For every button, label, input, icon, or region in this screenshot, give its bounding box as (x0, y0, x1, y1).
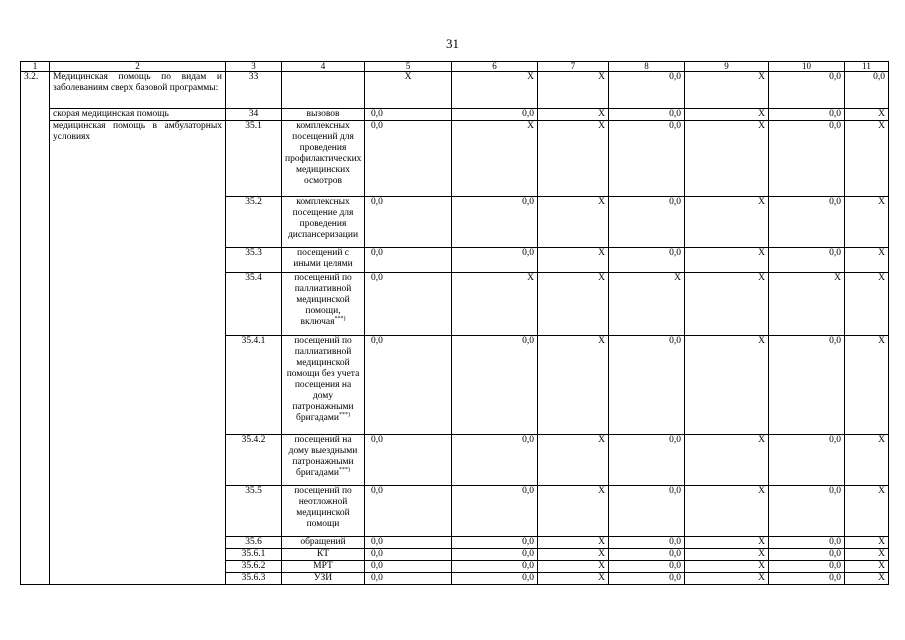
value-cell: X (845, 197, 889, 248)
value-cell: 0,0 (769, 109, 845, 121)
value-cell: X (685, 537, 769, 549)
value-cell: X (685, 486, 769, 537)
value-cell: 0,0 (452, 486, 538, 537)
value-cell: X (845, 537, 889, 549)
row-unit: посещений по паллиативной медицинской помощи без учета посещения на дому патронажными бригадами***) (282, 336, 365, 435)
value-cell: 0,0 (452, 549, 538, 561)
value-cell: 0,0 (365, 486, 452, 537)
row-unit: комплексных посещение для проведения диспансеризации (282, 197, 365, 248)
value-cell: X (685, 561, 769, 573)
value-cell: X (685, 435, 769, 486)
value-cell: 0,0 (365, 109, 452, 121)
header-cell: 6 (452, 62, 538, 72)
table-row (21, 72, 889, 109)
value-cell: 0,0 (769, 573, 845, 585)
value-cell: 0,0 (365, 537, 452, 549)
row-code: 35.4.2 (226, 435, 282, 486)
value-cell: 0,0 (769, 72, 845, 109)
value-cell: X (538, 197, 609, 248)
header-cell: 3 (226, 62, 282, 72)
footnote-mark: ***) (338, 412, 350, 418)
value-cell: X (685, 197, 769, 248)
value-cell: 0,0 (769, 435, 845, 486)
value-cell: 0,0 (609, 537, 685, 549)
value-cell: X (538, 435, 609, 486)
value-cell: X (538, 248, 609, 273)
value-cell: X (769, 273, 845, 336)
value-cell: X (538, 561, 609, 573)
header-cell: 8 (609, 62, 685, 72)
value-cell: X (845, 109, 889, 121)
page-number: 31 (446, 36, 459, 51)
value-cell: 0,0 (365, 549, 452, 561)
value-cell: X (845, 435, 889, 486)
row-unit (282, 72, 365, 109)
value-cell: X (685, 573, 769, 585)
value-cell: 0,0 (769, 248, 845, 273)
value-cell: 0,0 (365, 336, 452, 435)
value-cell: X (845, 273, 889, 336)
value-cell: 0,0 (609, 197, 685, 248)
value-cell: 0,0 (452, 561, 538, 573)
value-cell: 0,0 (609, 561, 685, 573)
value-cell: X (538, 537, 609, 549)
value-cell: 0,0 (452, 435, 538, 486)
header-cell: 5 (365, 62, 452, 72)
value-cell: 0,0 (609, 573, 685, 585)
value-cell: 0,0 (365, 573, 452, 585)
value-cell: 0,0 (769, 197, 845, 248)
value-cell: 0,0 (769, 537, 845, 549)
header-cell: 7 (538, 62, 609, 72)
value-cell: X (538, 72, 609, 109)
value-cell: X (845, 336, 889, 435)
value-cell: X (365, 72, 452, 109)
footnote-mark: ***) (338, 467, 350, 473)
value-cell: X (685, 109, 769, 121)
row-unit: посещений с иными целями (282, 248, 365, 273)
value-cell: X (685, 121, 769, 197)
header-row (21, 62, 889, 72)
value-cell: X (685, 549, 769, 561)
value-cell: X (685, 336, 769, 435)
footnote-mark: ***) (334, 316, 346, 322)
row-unit: посещений по паллиативной медицинской помощи, включая***) (282, 273, 365, 336)
row-code: 35.2 (226, 197, 282, 248)
header-cell: 1 (21, 62, 50, 72)
section-number: 3.2. (21, 72, 50, 585)
value-cell: 0,0 (609, 121, 685, 197)
value-cell: X (845, 121, 889, 197)
row-code: 35.6 (226, 537, 282, 549)
row-code: 35.4.1 (226, 336, 282, 435)
value-cell: 0,0 (609, 336, 685, 435)
value-cell: X (685, 248, 769, 273)
value-cell: 0,0 (365, 121, 452, 197)
value-cell: X (845, 561, 889, 573)
value-cell: 0,0 (609, 435, 685, 486)
value-cell: X (845, 248, 889, 273)
row-name: медицинская помощь в амбулаторных условиях (50, 121, 226, 585)
row-code: 35.1 (226, 121, 282, 197)
value-cell: X (609, 273, 685, 336)
value-cell: 0,0 (609, 549, 685, 561)
value-cell: X (538, 573, 609, 585)
value-cell: 0,0 (769, 336, 845, 435)
row-unit: посещений по неотложной медицинской помощи (282, 486, 365, 537)
table-row (21, 109, 889, 121)
data-table (20, 61, 889, 585)
value-cell: 0,0 (365, 273, 452, 336)
row-code: 35.6.1 (226, 549, 282, 561)
value-cell: 0,0 (365, 248, 452, 273)
value-cell: 0,0 (365, 197, 452, 248)
value-cell: 0,0 (452, 248, 538, 273)
header-cell: 9 (685, 62, 769, 72)
value-cell: X (538, 486, 609, 537)
value-cell: 0,0 (769, 561, 845, 573)
row-unit: УЗИ (282, 573, 365, 585)
value-cell: X (685, 72, 769, 109)
row-unit: обращений (282, 537, 365, 549)
row-unit: МРТ (282, 561, 365, 573)
value-cell: X (452, 72, 538, 109)
table-row (21, 121, 889, 197)
row-code: 35.5 (226, 486, 282, 537)
row-unit: посещений на дому выездными патронажными бригадами***) (282, 435, 365, 486)
value-cell: 0,0 (452, 537, 538, 549)
row-code: 35.6.2 (226, 561, 282, 573)
value-cell: X (452, 273, 538, 336)
header-cell: 11 (845, 62, 889, 72)
row-code: 33 (226, 72, 282, 109)
value-cell: 0,0 (609, 72, 685, 109)
value-cell: 0,0 (365, 561, 452, 573)
row-unit: комплексных посещений для проведения профилактических медицинских осмотров (282, 121, 365, 197)
value-cell: X (538, 336, 609, 435)
value-cell: X (685, 273, 769, 336)
header-cell: 2 (50, 62, 226, 72)
value-cell: 0,0 (769, 121, 845, 197)
row-code: 35.4 (226, 273, 282, 336)
row-name: скорая медицинская помощь (50, 109, 226, 121)
row-code: 35.6.3 (226, 573, 282, 585)
value-cell: 0,0 (769, 549, 845, 561)
value-cell: X (538, 121, 609, 197)
header-cell: 4 (282, 62, 365, 72)
value-cell: X (845, 573, 889, 585)
row-unit: вызовов (282, 109, 365, 121)
value-cell: X (538, 549, 609, 561)
value-cell: 0,0 (609, 109, 685, 121)
row-code: 35.3 (226, 248, 282, 273)
value-cell: 0,0 (365, 435, 452, 486)
value-cell: X (538, 109, 609, 121)
row-unit: КТ (282, 549, 365, 561)
value-cell: 0,0 (452, 336, 538, 435)
value-cell: 0,0 (452, 573, 538, 585)
value-cell: X (538, 273, 609, 336)
value-cell: 0,0 (452, 197, 538, 248)
row-code: 34 (226, 109, 282, 121)
row-name: Медицинская помощь по видам и заболеваниям сверх базовой программы: (50, 72, 226, 109)
header-cell: 10 (769, 62, 845, 72)
value-cell: X (845, 486, 889, 537)
value-cell: 0,0 (769, 486, 845, 537)
value-cell: X (452, 121, 538, 197)
value-cell: 0,0 (609, 248, 685, 273)
value-cell: 0,0 (609, 486, 685, 537)
value-cell: 0,0 (452, 109, 538, 121)
value-cell: X (845, 549, 889, 561)
value-cell: 0,0 (845, 72, 889, 109)
